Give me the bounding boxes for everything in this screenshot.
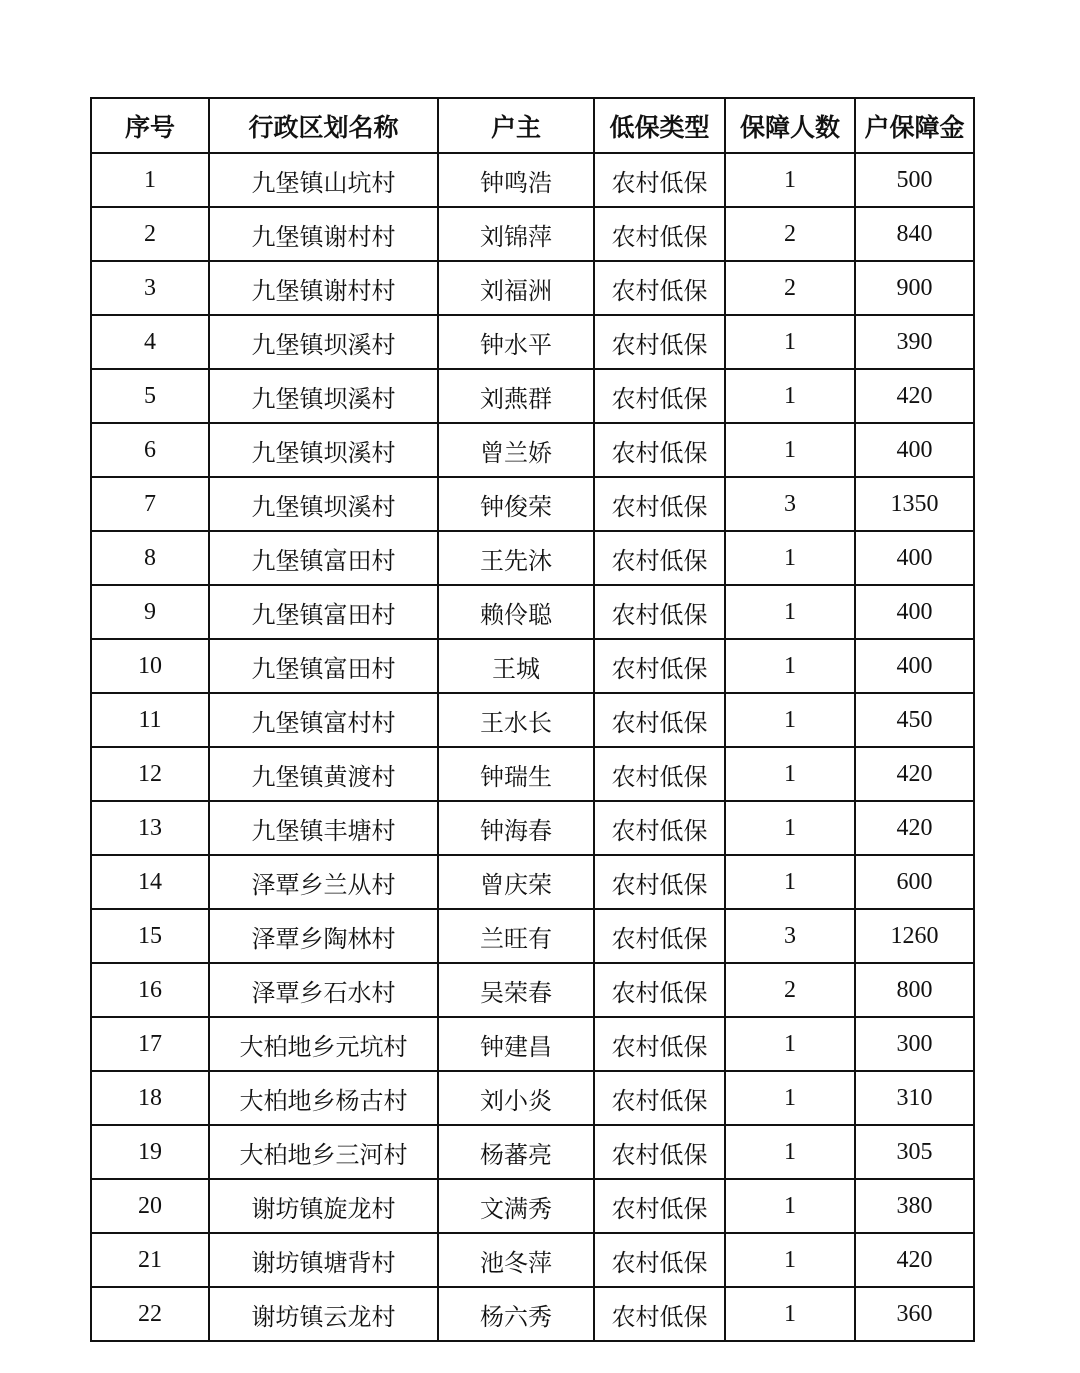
cell-householder: 曾庆荣 (438, 855, 594, 909)
cell-area: 谢坊镇旋龙村 (209, 1179, 438, 1233)
cell-seq: 19 (91, 1125, 209, 1179)
header-seq: 序号 (91, 98, 209, 153)
table-body (91, 153, 974, 1341)
cell-type: 农村低保 (594, 477, 725, 531)
header-amount: 户保障金 (855, 98, 974, 153)
table-row (91, 801, 974, 855)
cell-area: 大柏地乡杨古村 (209, 1071, 438, 1125)
cell-type: 农村低保 (594, 1287, 725, 1341)
cell-householder: 杨蕃亮 (438, 1125, 594, 1179)
cell-type: 农村低保 (594, 963, 725, 1017)
cell-amount: 390 (855, 315, 974, 369)
cell-seq: 9 (91, 585, 209, 639)
cell-seq: 18 (91, 1071, 209, 1125)
header-area: 行政区划名称 (209, 98, 438, 153)
cell-type: 农村低保 (594, 585, 725, 639)
cell-count: 1 (725, 747, 855, 801)
cell-amount: 305 (855, 1125, 974, 1179)
cell-seq: 21 (91, 1233, 209, 1287)
cell-type: 农村低保 (594, 1125, 725, 1179)
table-row (91, 477, 974, 531)
cell-area: 大柏地乡元坑村 (209, 1017, 438, 1071)
cell-amount: 310 (855, 1071, 974, 1125)
cell-count: 1 (725, 531, 855, 585)
cell-amount: 600 (855, 855, 974, 909)
cell-householder: 钟水平 (438, 315, 594, 369)
cell-count: 1 (725, 1017, 855, 1071)
cell-count: 1 (725, 801, 855, 855)
cell-amount: 900 (855, 261, 974, 315)
table-row (91, 639, 974, 693)
cell-amount: 840 (855, 207, 974, 261)
cell-seq: 15 (91, 909, 209, 963)
cell-type: 农村低保 (594, 1017, 725, 1071)
cell-area: 泽覃乡陶林村 (209, 909, 438, 963)
cell-seq: 13 (91, 801, 209, 855)
cell-householder: 钟俊荣 (438, 477, 594, 531)
cell-householder: 钟瑞生 (438, 747, 594, 801)
cell-householder: 刘锦萍 (438, 207, 594, 261)
cell-seq: 1 (91, 153, 209, 207)
table-row (91, 1287, 974, 1341)
table-row (91, 585, 974, 639)
cell-householder: 兰旺有 (438, 909, 594, 963)
cell-type: 农村低保 (594, 909, 725, 963)
cell-amount: 400 (855, 585, 974, 639)
cell-count: 2 (725, 261, 855, 315)
cell-type: 农村低保 (594, 531, 725, 585)
table-row (91, 855, 974, 909)
cell-count: 3 (725, 477, 855, 531)
cell-seq: 11 (91, 693, 209, 747)
subsidy-roster-table (90, 97, 975, 1342)
cell-householder: 文满秀 (438, 1179, 594, 1233)
cell-householder: 王水长 (438, 693, 594, 747)
cell-amount: 360 (855, 1287, 974, 1341)
cell-amount: 1350 (855, 477, 974, 531)
cell-area: 九堡镇富村村 (209, 693, 438, 747)
cell-amount: 400 (855, 423, 974, 477)
cell-amount: 450 (855, 693, 974, 747)
cell-seq: 17 (91, 1017, 209, 1071)
cell-householder: 曾兰娇 (438, 423, 594, 477)
header-count: 保障人数 (725, 98, 855, 153)
cell-type: 农村低保 (594, 801, 725, 855)
table-row (91, 1017, 974, 1071)
table-row (91, 1125, 974, 1179)
cell-area: 九堡镇坝溪村 (209, 315, 438, 369)
cell-count: 1 (725, 693, 855, 747)
cell-area: 九堡镇富田村 (209, 639, 438, 693)
cell-count: 1 (725, 1125, 855, 1179)
cell-area: 九堡镇坝溪村 (209, 477, 438, 531)
cell-count: 1 (725, 585, 855, 639)
cell-count: 1 (725, 639, 855, 693)
table-row (91, 531, 974, 585)
cell-amount: 300 (855, 1017, 974, 1071)
cell-area: 九堡镇坝溪村 (209, 369, 438, 423)
cell-area: 大柏地乡三河村 (209, 1125, 438, 1179)
cell-seq: 8 (91, 531, 209, 585)
cell-amount: 400 (855, 531, 974, 585)
cell-area: 九堡镇谢村村 (209, 207, 438, 261)
cell-householder: 吴荣春 (438, 963, 594, 1017)
cell-householder: 钟鸣浩 (438, 153, 594, 207)
cell-count: 1 (725, 1233, 855, 1287)
cell-seq: 16 (91, 963, 209, 1017)
cell-seq: 3 (91, 261, 209, 315)
cell-householder: 杨六秀 (438, 1287, 594, 1341)
cell-seq: 6 (91, 423, 209, 477)
table-row (91, 693, 974, 747)
cell-seq: 20 (91, 1179, 209, 1233)
cell-count: 1 (725, 1071, 855, 1125)
cell-amount: 1260 (855, 909, 974, 963)
cell-area: 九堡镇丰塘村 (209, 801, 438, 855)
cell-seq: 12 (91, 747, 209, 801)
cell-amount: 380 (855, 1179, 974, 1233)
cell-householder: 刘福洲 (438, 261, 594, 315)
cell-type: 农村低保 (594, 855, 725, 909)
cell-count: 1 (725, 855, 855, 909)
table-row (91, 1233, 974, 1287)
cell-type: 农村低保 (594, 315, 725, 369)
cell-count: 2 (725, 207, 855, 261)
cell-householder: 池冬萍 (438, 1233, 594, 1287)
cell-type: 农村低保 (594, 1233, 725, 1287)
table-row (91, 1179, 974, 1233)
cell-count: 1 (725, 1287, 855, 1341)
cell-seq: 4 (91, 315, 209, 369)
cell-amount: 500 (855, 153, 974, 207)
cell-area: 九堡镇坝溪村 (209, 423, 438, 477)
cell-householder: 刘燕群 (438, 369, 594, 423)
cell-count: 1 (725, 153, 855, 207)
cell-count: 1 (725, 1179, 855, 1233)
table-row (91, 261, 974, 315)
cell-type: 农村低保 (594, 639, 725, 693)
cell-householder: 王先沐 (438, 531, 594, 585)
cell-seq: 22 (91, 1287, 209, 1341)
table-row (91, 153, 974, 207)
table-row (91, 963, 974, 1017)
cell-amount: 420 (855, 801, 974, 855)
cell-count: 2 (725, 963, 855, 1017)
table-row (91, 1071, 974, 1125)
cell-area: 九堡镇富田村 (209, 531, 438, 585)
cell-amount: 420 (855, 747, 974, 801)
cell-amount: 400 (855, 639, 974, 693)
cell-amount: 420 (855, 369, 974, 423)
table-row (91, 909, 974, 963)
cell-amount: 420 (855, 1233, 974, 1287)
cell-amount: 800 (855, 963, 974, 1017)
cell-count: 1 (725, 423, 855, 477)
cell-householder: 刘小炎 (438, 1071, 594, 1125)
cell-seq: 7 (91, 477, 209, 531)
cell-type: 农村低保 (594, 261, 725, 315)
cell-seq: 10 (91, 639, 209, 693)
cell-householder: 王城 (438, 639, 594, 693)
cell-area: 九堡镇黄渡村 (209, 747, 438, 801)
table-row (91, 207, 974, 261)
cell-seq: 5 (91, 369, 209, 423)
table-row (91, 369, 974, 423)
header-householder: 户主 (438, 98, 594, 153)
cell-count: 1 (725, 369, 855, 423)
cell-area: 泽覃乡兰从村 (209, 855, 438, 909)
cell-count: 1 (725, 315, 855, 369)
cell-area: 泽覃乡石水村 (209, 963, 438, 1017)
table-row (91, 315, 974, 369)
cell-area: 谢坊镇塘背村 (209, 1233, 438, 1287)
cell-householder: 钟海春 (438, 801, 594, 855)
cell-area: 谢坊镇云龙村 (209, 1287, 438, 1341)
cell-area: 九堡镇山坑村 (209, 153, 438, 207)
cell-type: 农村低保 (594, 369, 725, 423)
cell-type: 农村低保 (594, 1179, 725, 1233)
cell-householder: 钟建昌 (438, 1017, 594, 1071)
cell-area: 九堡镇谢村村 (209, 261, 438, 315)
cell-type: 农村低保 (594, 747, 725, 801)
cell-type: 农村低保 (594, 693, 725, 747)
cell-type: 农村低保 (594, 153, 725, 207)
cell-householder: 赖伶聪 (438, 585, 594, 639)
cell-type: 农村低保 (594, 423, 725, 477)
cell-count: 3 (725, 909, 855, 963)
cell-seq: 14 (91, 855, 209, 909)
table-row (91, 423, 974, 477)
header-type: 低保类型 (594, 98, 725, 153)
cell-type: 农村低保 (594, 1071, 725, 1125)
cell-type: 农村低保 (594, 207, 725, 261)
table-header-row (91, 98, 974, 153)
cell-seq: 2 (91, 207, 209, 261)
table-row (91, 747, 974, 801)
cell-area: 九堡镇富田村 (209, 585, 438, 639)
